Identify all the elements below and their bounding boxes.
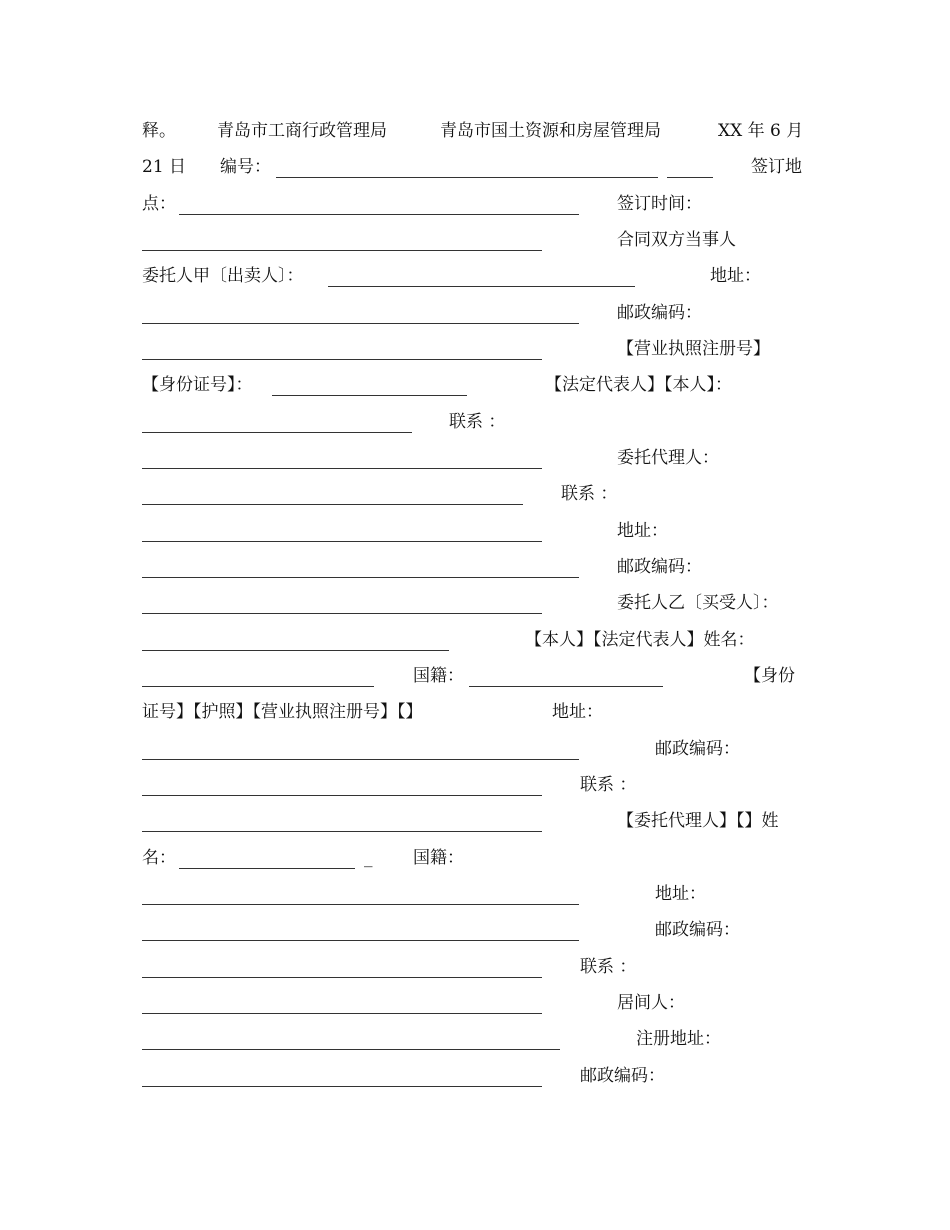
text: 委托代理人： [617, 448, 719, 468]
doc-line [142, 1058, 822, 1094]
text: 【本人】【法定代表人】姓名： [525, 630, 755, 650]
doc-line [142, 585, 822, 621]
text: 【法定代表人】【本人】： [545, 375, 732, 395]
doc-line [142, 476, 822, 512]
text: 名： [142, 848, 176, 868]
doc-line [142, 513, 822, 549]
text: 国籍： [413, 666, 464, 686]
text: 地址： [710, 266, 761, 286]
signing-place-field[interactable] [179, 192, 579, 215]
party-b-agent-nationality-field[interactable] [142, 882, 579, 905]
signing-time-field[interactable] [142, 228, 542, 251]
text: 联系 ： [561, 484, 618, 504]
doc-line [142, 186, 822, 222]
party-a-agent-address-field[interactable] [142, 555, 579, 578]
doc-line [142, 149, 822, 185]
party-b-agent-contact-field[interactable] [142, 991, 542, 1014]
contract-number-suffix-field[interactable] [667, 155, 713, 178]
party-a-name-field[interactable] [328, 264, 635, 287]
text: 联系 ： [449, 412, 506, 432]
doc-line [142, 985, 822, 1021]
doc-line [142, 622, 822, 658]
doc-line [142, 222, 822, 258]
broker-address-field[interactable] [142, 1064, 542, 1087]
text: 邮政编码： [655, 739, 740, 759]
party-a-postcode-field[interactable] [142, 337, 542, 360]
text: 青岛市工商行政管理局 [217, 121, 387, 141]
doc-line [142, 404, 822, 440]
contract-number-field[interactable] [276, 155, 658, 178]
party-a-id-field[interactable] [272, 373, 467, 396]
text: 注册地址： [636, 1029, 721, 1049]
text: 点： [142, 194, 176, 214]
text: 青岛市国土资源和房屋管理局 [440, 121, 661, 141]
party-a-representative-field[interactable] [142, 410, 412, 433]
text: 合同双方当事人 [617, 230, 736, 250]
party-a-agent-postcode-field[interactable] [142, 591, 542, 614]
text: 联系 ： [580, 775, 637, 795]
text: 签订时间： [617, 194, 702, 214]
doc-line [142, 803, 822, 839]
doc-line [142, 658, 822, 694]
party-b-contact-field[interactable] [142, 809, 542, 832]
text: _ [364, 848, 373, 868]
doc-line [142, 367, 822, 403]
text: 地址： [552, 702, 603, 722]
party-b-nationality-field[interactable] [469, 664, 663, 687]
text: 联系 ： [580, 957, 637, 977]
doc-line [142, 549, 822, 585]
doc-line [142, 331, 822, 367]
text: 邮政编码： [617, 557, 702, 577]
party-b-postcode-field[interactable] [142, 773, 542, 796]
doc-line [142, 840, 822, 876]
text: 【营业执照注册号】 [617, 339, 770, 359]
text: 编号： [220, 157, 271, 177]
party-b-agent-name-field[interactable] [179, 846, 355, 869]
text: 证号】【护照】【营业执照注册号】【】 [142, 702, 423, 722]
doc-line [142, 440, 822, 476]
party-b-agent-postcode-field[interactable] [142, 955, 542, 978]
party-a-agent-contact-field[interactable] [142, 519, 542, 542]
text: 地址： [617, 521, 668, 541]
party-a-contact-field[interactable] [142, 446, 542, 469]
party-b-person-name-field[interactable] [142, 664, 374, 687]
doc-line [142, 113, 822, 149]
doc-line [142, 876, 822, 912]
party-a-agent-field[interactable] [142, 482, 523, 505]
text: 释。 [142, 121, 176, 141]
party-a-address-field[interactable] [142, 301, 579, 324]
doc-line [142, 694, 822, 730]
doc-line [142, 1021, 822, 1057]
text: 【身份证号】： [142, 375, 253, 395]
text: 签订地 [751, 157, 802, 177]
text: 委托人乙〔买受人〕： [617, 593, 779, 613]
party-b-agent-address-field[interactable] [142, 918, 579, 941]
text: 居间人： [617, 993, 685, 1013]
party-b-name-field[interactable] [142, 628, 449, 651]
doc-line [142, 258, 822, 294]
text: XX 年 6 月 [718, 121, 804, 141]
doc-line [142, 295, 822, 331]
doc-line [142, 912, 822, 948]
text: 邮政编码： [655, 920, 740, 940]
doc-line [142, 949, 822, 985]
text: 【身份 [744, 666, 795, 686]
text: 21 日 [142, 157, 187, 177]
text: 邮政编码： [617, 303, 702, 323]
doc-line [142, 731, 822, 767]
text: 委托人甲〔出卖人〕： [142, 266, 304, 286]
text: 【委托代理人】【】姓 [617, 811, 779, 831]
party-b-address-field[interactable] [142, 737, 579, 760]
text: 国籍： [413, 848, 464, 868]
text: 邮政编码： [580, 1066, 665, 1086]
broker-name-field[interactable] [142, 1027, 560, 1050]
doc-line [142, 767, 822, 803]
text: 地址： [655, 884, 706, 904]
